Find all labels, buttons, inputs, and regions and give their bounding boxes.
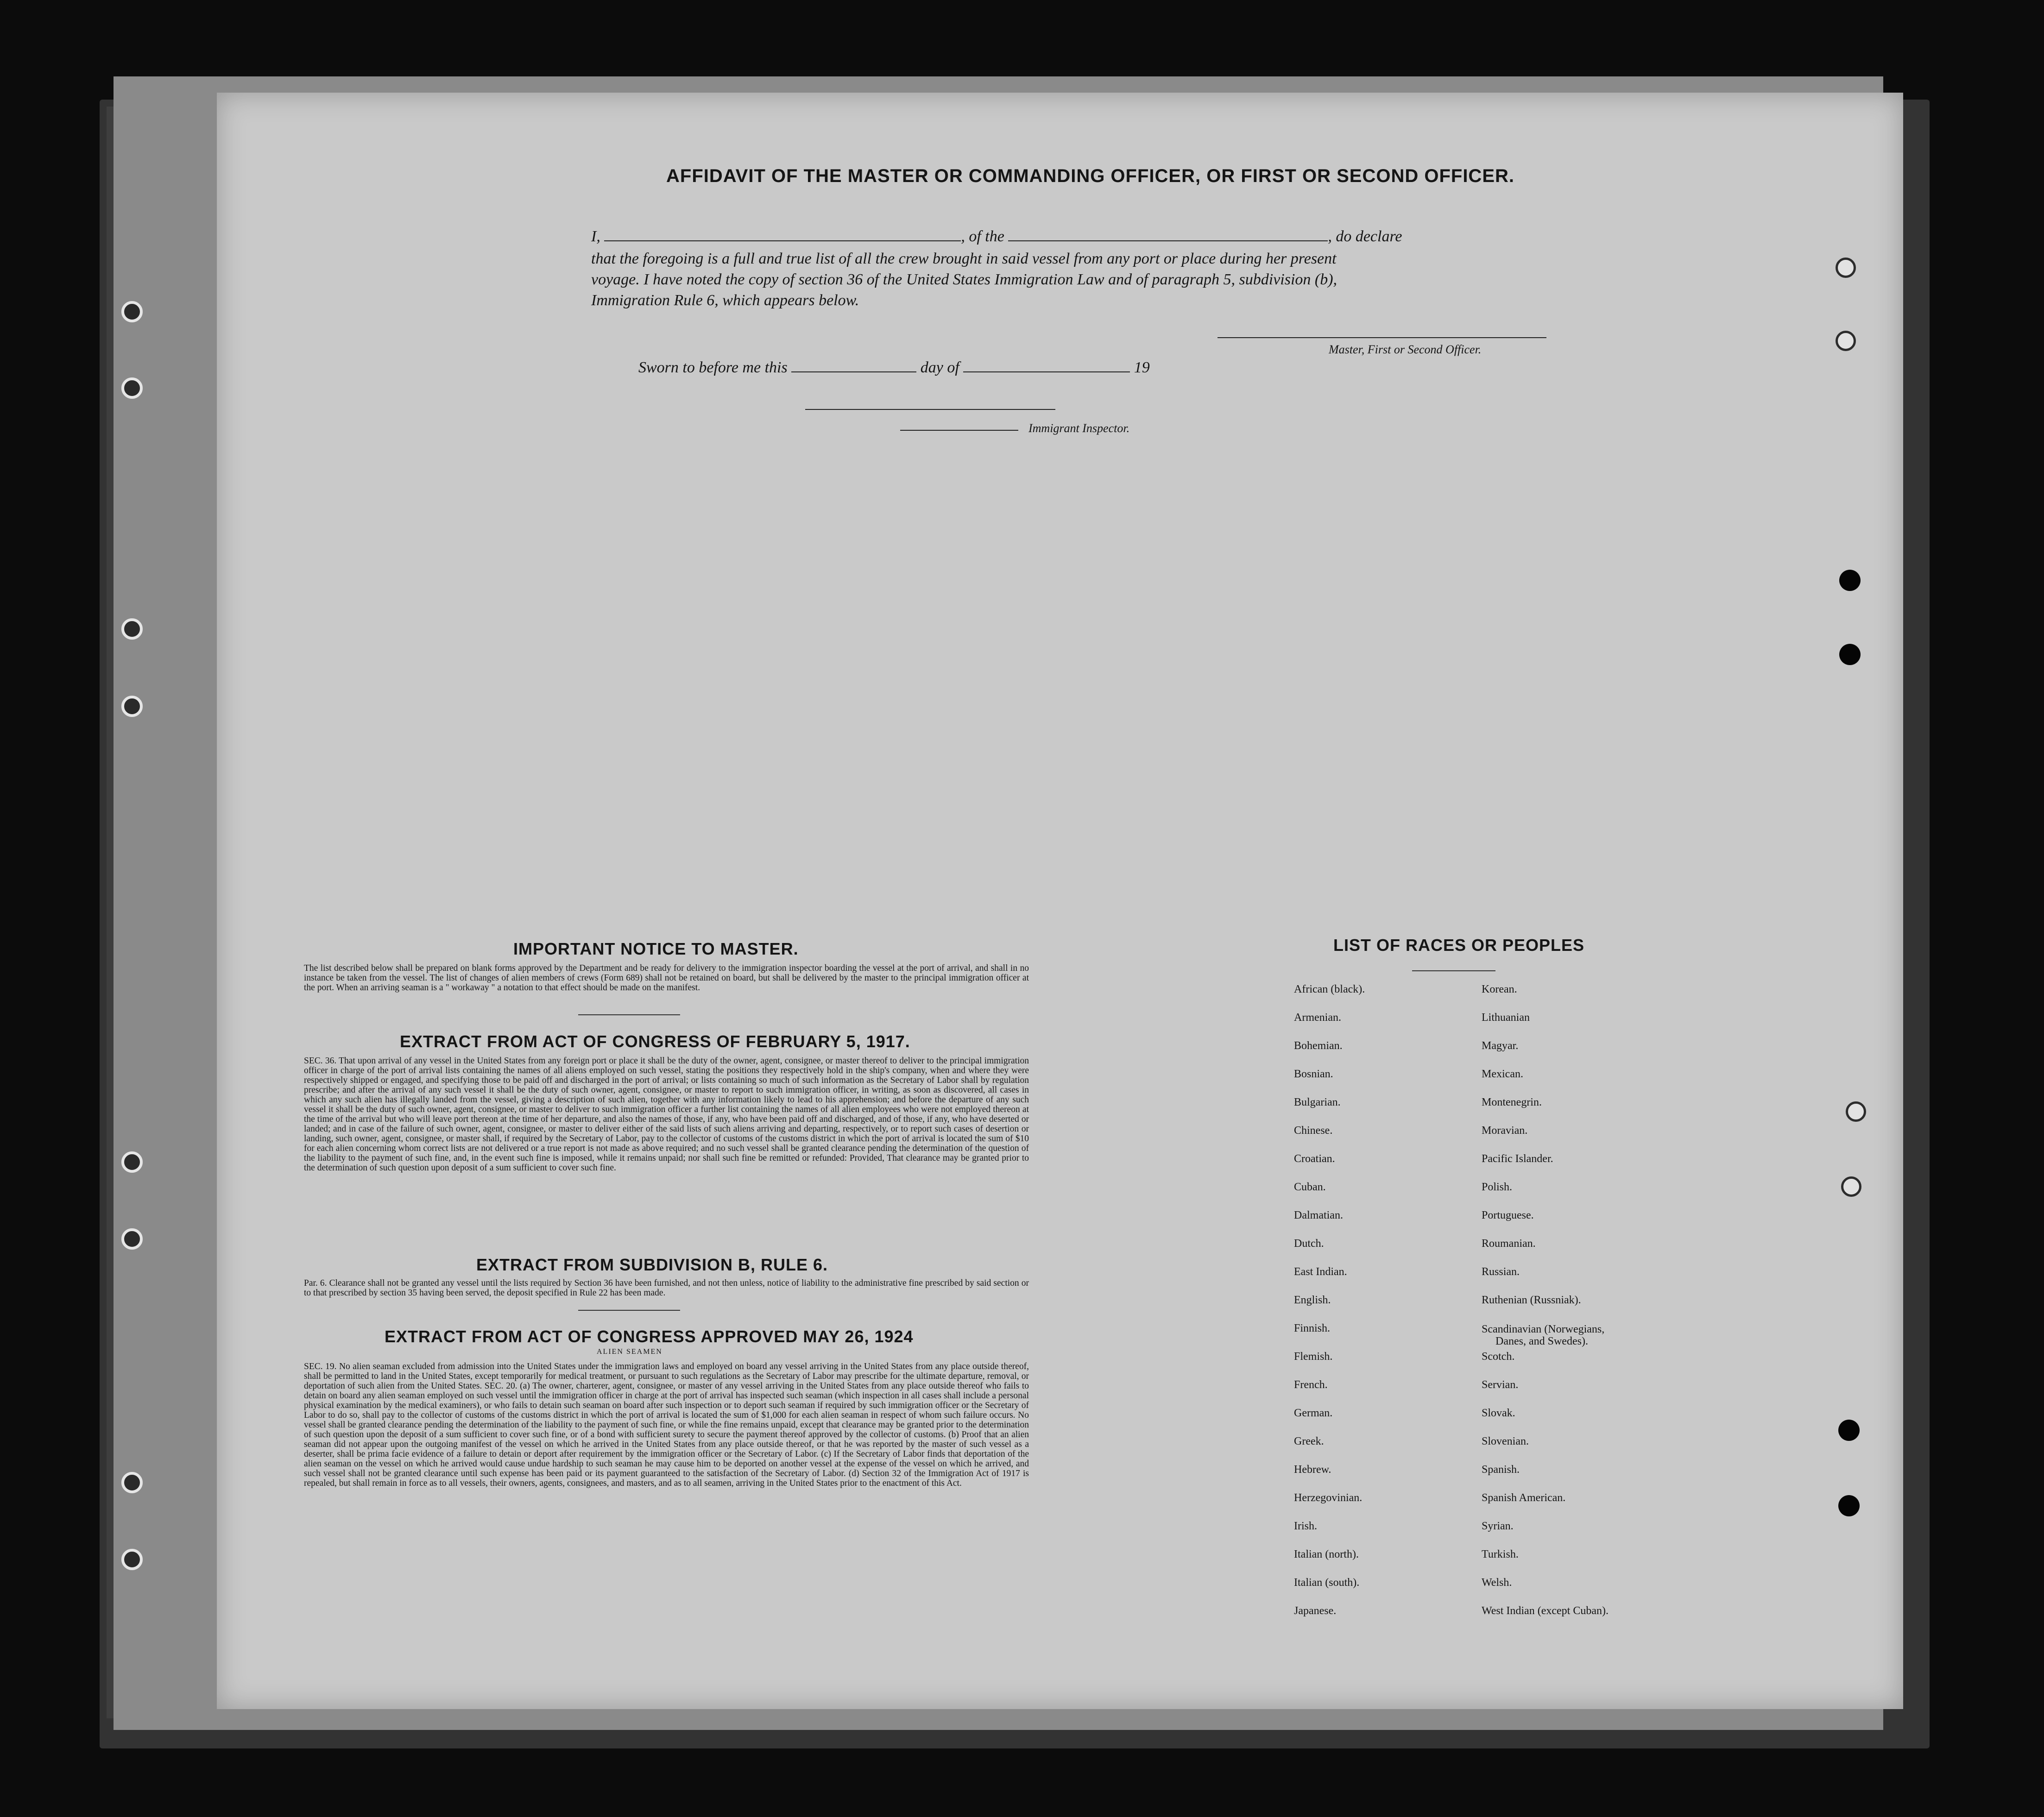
race-item: Italian (north).: [1294, 1548, 1359, 1560]
race-item: Herzegovinian.: [1294, 1492, 1363, 1504]
race-item: Irish.: [1294, 1520, 1317, 1532]
race-item: Lithuanian: [1482, 1012, 1530, 1024]
master-name-blank[interactable]: [604, 240, 961, 241]
affidavit-declaration-line: [591, 228, 1402, 245]
punch-hole-icon: [1838, 1420, 1860, 1441]
punch-hole-icon: [1836, 331, 1856, 351]
race-item: Dutch.: [1294, 1238, 1324, 1250]
inspector-blank-line[interactable]: [805, 409, 1055, 410]
punch-hole-icon: [1846, 1101, 1866, 1122]
race-item: Spanish American.: [1482, 1492, 1566, 1504]
master-signature-label: Master, First or Second Officer.: [1329, 343, 1482, 356]
race-item: East Indian.: [1294, 1266, 1347, 1278]
binder-hole-icon: [121, 1549, 143, 1570]
vessel-name-blank[interactable]: [1008, 240, 1328, 241]
race-item: Mexican.: [1482, 1068, 1523, 1080]
sworn-day-of: day of: [920, 359, 959, 376]
races-title: LIST OF RACES OR PEOPLES: [1333, 936, 1585, 955]
race-item: African (black).: [1294, 983, 1365, 995]
race-item: Italian (south).: [1294, 1577, 1360, 1589]
race-item: Dalmatian.: [1294, 1209, 1343, 1221]
binder-hole-icon: [121, 618, 143, 640]
binder-hole-icon: [121, 696, 143, 717]
affidavit-text-line: that the foregoing is a full and true list of all the crew brought in said vessel from any port or place during her present: [591, 250, 1337, 267]
race-item: Spanish.: [1482, 1464, 1520, 1476]
extract-1924-text: SEC. 19. No alien seaman excluded from admission into the United States under the immigration laws and employed on board any vessel arriving in the United States from any place outside thereof, shall be permitted to land in the United States, except temporarily for medical treatment, or pursuant to such regulations as the Secretary of Labor may prescribe for the ultimate departure, removal, or deportation of such alien from the United States. SEC. 20. (a) The owner, charterer, agent, consignee, or master of any vessel arriving in the United States from any place outside thereof who fails to detain on board any alien seaman employed on such vessel until the immigration officer in charge at the port of arrival has inspected such seaman (which inspection in all cases shall include a personal physical examination by the medical examiners), or who fails to detain such seaman on board after such inspection or to deport such seaman if required by such immigration officer or the Secretary of Labor to do so, shall pay to the collector of customs of the customs district in which the port of arrival is located the sum of $1,000 for each alien seaman in respect of whom such failure occurs. No vessel shall be granted clearance pending the determination of the liability to the payment of such fine, or while the fine remains unpaid, except that clearance may be granted prior to the determination of such question upon the deposit of a sum sufficient to cover such fine, or of a bond with sufficient surety to secure the payment thereof approved by the collector of customs. (b) Proof that an alien seaman did not appear upon the outgoing manifest of the vessel on which he arrived in the United States from any place outside thereof, or that he was reported by the master of such vessel as a deserter, shall be prima facie evidence of a failure to detain or deport after requirement by the immigration officer or the Secretary of Labor. (c) If the Secretary of Labor finds that deportation of the alien seaman on the vessel on which he arrived would cause undue hardship to such seaman he may cause him to be deported on another vessel at the expense of the vessel on which he arrived, and such vessel shall not be granted clearance until such expense has been paid or its payment guaranteed to the satisfaction of the Secretary of Labor. (d) Section 32 of the Immigration Act of 1917 is repealed, but shall remain in force as to all vessels, their owners, agents, consignees, and masters, and as to all seamen, arriving in the United States prior to the enactment of this Act.: [304, 1362, 1029, 1488]
race-item: Moravian.: [1482, 1125, 1528, 1137]
extract-rule6-text: Par. 6. Clearance shall not be granted any vessel until the lists required by Section 36 have been furnished, and not then unless, notice of liability to the administrative fine prescribed by said section or to that prescribed by section 35 having been served, the deposit specified in Rule 22 has been made.: [304, 1278, 1029, 1298]
extract-1917-title: EXTRACT FROM ACT OF CONGRESS OF FEBRUARY 5, 1917.: [400, 1032, 910, 1051]
sworn-day-blank[interactable]: [791, 371, 916, 372]
binder-hole-icon: [121, 1472, 143, 1493]
race-item: Syrian.: [1482, 1520, 1514, 1532]
race-item: Croatian.: [1294, 1153, 1335, 1165]
race-item: Armenian.: [1294, 1012, 1341, 1024]
binder-hole-icon: [121, 377, 143, 399]
race-item: Cuban.: [1294, 1181, 1326, 1193]
affidavit-do-declare: , do declare: [1328, 228, 1402, 245]
race-item: Greek.: [1294, 1435, 1324, 1447]
race-item: Bulgarian.: [1294, 1096, 1341, 1108]
affidavit-of-the: , of the: [961, 228, 1004, 245]
race-item: Japanese.: [1294, 1605, 1337, 1617]
race-item: Bosnian.: [1294, 1068, 1333, 1080]
race-item: French.: [1294, 1379, 1328, 1391]
race-item: Welsh.: [1482, 1577, 1512, 1589]
inspector-signature-line[interactable]: [900, 430, 1018, 431]
race-item: Flemish.: [1294, 1351, 1333, 1363]
race-item: Magyar.: [1482, 1040, 1519, 1052]
extract-1917-text: SEC. 36. That upon arrival of any vessel in the United States from any foreign port or place it shall be the duty of the owner, agent, consignee, or master thereof to deliver to the principal immigration officer in charge of the port of arrival lists containing the names of all aliens employed on such vessel, stating the positions they respectively hold in the ship's company, when and where they were respectively shipped or engaged, and specifying those to be paid off and discharged in the port of arrival; or lists containing so much of such information as the Secretary of Labor shall by regulation prescribe; and after the arrival of any such vessel it shall be the duty of such owner, agent, consignee, or master to report to such immigration officer, in writing, as soon as discovered, all cases in which any such alien has illegally landed from the vessel, giving a description of such alien, together with any information likely to lead to his apprehension; and before the departure of any such vessel it shall be the duty of such owner, agent, consignee, or master to deliver to such immigration officer a further list containing the names of all alien employees who were not employed thereon at the time of the arrival but who will leave port thereon at the time of her departure, and also the names of those, if any, who have been paid off and discharged, and of those, if any, who have deserted or landed; and in case of the failure of such owner, agent, consignee, or master to deliver either of the said lists of such aliens arriving and departing, respectively, or to report such cases of desertion or landing, such owner, agent, consignee, or master shall, if required by the Secretary of Labor, pay to the collector of customs of the customs district in which the port of arrival is located the sum of $10 for each alien concerning whom correct lists are not delivered or a true report is not made as above required; and no such vessel shall be granted clearance pending the determination of the question of the liability to the payment of such fine, and, in the event such fine is imposed, while it remains unpaid; nor shall such fine be remitted or refunded: Provided, That clearance may be granted prior to the determination of such question upon deposit of a sum sufficient to cover such fine.: [304, 1056, 1029, 1173]
affidavit-title: AFFIDAVIT OF THE MASTER OR COMMANDING OFFICER, OR FIRST OR SECOND OFFICER.: [666, 166, 1514, 186]
race-item: Finnish.: [1294, 1322, 1331, 1334]
race-item: Polish.: [1482, 1181, 1513, 1193]
race-item: Scotch.: [1482, 1351, 1515, 1363]
divider: [578, 1310, 680, 1311]
race-item: Portuguese.: [1482, 1209, 1534, 1221]
sworn-line: [638, 359, 1150, 377]
race-item: English.: [1294, 1294, 1331, 1306]
divider: [578, 1014, 680, 1015]
extract-1924-title: EXTRACT FROM ACT OF CONGRESS APPROVED MAY 26, 1924: [385, 1327, 914, 1346]
notice-text: The list described below shall be prepared on blank forms approved by the Department and be ready for delivery to the immigration inspector boarding the vessel at the port of arrival, and shall in no instance be taken from the vessel. The list of changes of alien members of crews (Form 689) shall not be retained on board, but shall be delivered by the master to the principal immigration officer at the port. When an arriving seaman is a " workaway " a notation to that effect should be made on the manifest.: [304, 963, 1029, 993]
extract-1924-subtitle: ALIEN SEAMEN: [597, 1348, 662, 1356]
race-item: Russian.: [1482, 1266, 1520, 1278]
race-item: Chinese.: [1294, 1125, 1333, 1137]
race-item: Turkish.: [1482, 1548, 1519, 1560]
binder-hole-icon: [121, 301, 143, 322]
race-item: German.: [1294, 1407, 1333, 1419]
punch-hole-icon: [1839, 570, 1861, 591]
document-page: [217, 93, 1903, 1709]
notice-title: IMPORTANT NOTICE TO MASTER.: [513, 939, 799, 958]
race-item: Korean.: [1482, 983, 1517, 995]
race-item: Pacific Islander.: [1482, 1153, 1553, 1165]
punch-hole-icon: [1839, 644, 1861, 665]
affidavit-i: I,: [591, 228, 600, 245]
race-item: Slovenian.: [1482, 1435, 1529, 1447]
race-item: Ruthenian (Russniak).: [1482, 1294, 1581, 1306]
sworn-label: Sworn to before me this: [638, 359, 788, 376]
sworn-month-blank[interactable]: [963, 371, 1130, 372]
punch-hole-icon: [1841, 1176, 1861, 1197]
race-item: Roumanian.: [1482, 1238, 1536, 1250]
race-item: Servian.: [1482, 1379, 1519, 1391]
race-item: West Indian (except Cuban).: [1482, 1605, 1609, 1617]
inspector-label: Immigrant Inspector.: [1028, 421, 1130, 435]
sworn-year-prefix: 19: [1134, 359, 1150, 376]
binder-hole-icon: [121, 1151, 143, 1173]
punch-hole-icon: [1836, 258, 1856, 278]
binder-hole-icon: [121, 1228, 143, 1250]
race-item: Montenegrin.: [1482, 1096, 1542, 1108]
punch-hole-icon: [1838, 1495, 1860, 1516]
race-item: Danes, and Swedes).: [1495, 1335, 1588, 1347]
race-item: Hebrew.: [1294, 1464, 1331, 1476]
race-item: Scandinavian (Norwegians,: [1482, 1323, 1605, 1335]
extract-rule6-title: EXTRACT FROM SUBDIVISION B, RULE 6.: [476, 1255, 828, 1274]
affidavit-text-line: voyage. I have noted the copy of section 36 of the United States Immigration Law and of paragraph 5, subdivision (b),: [591, 271, 1337, 288]
master-signature-line[interactable]: [1218, 337, 1546, 338]
race-item: Slovak.: [1482, 1407, 1515, 1419]
divider: [1412, 970, 1495, 971]
affidavit-text-line: Immigration Rule 6, which appears below.: [591, 292, 859, 309]
race-item: Bohemian.: [1294, 1040, 1343, 1052]
